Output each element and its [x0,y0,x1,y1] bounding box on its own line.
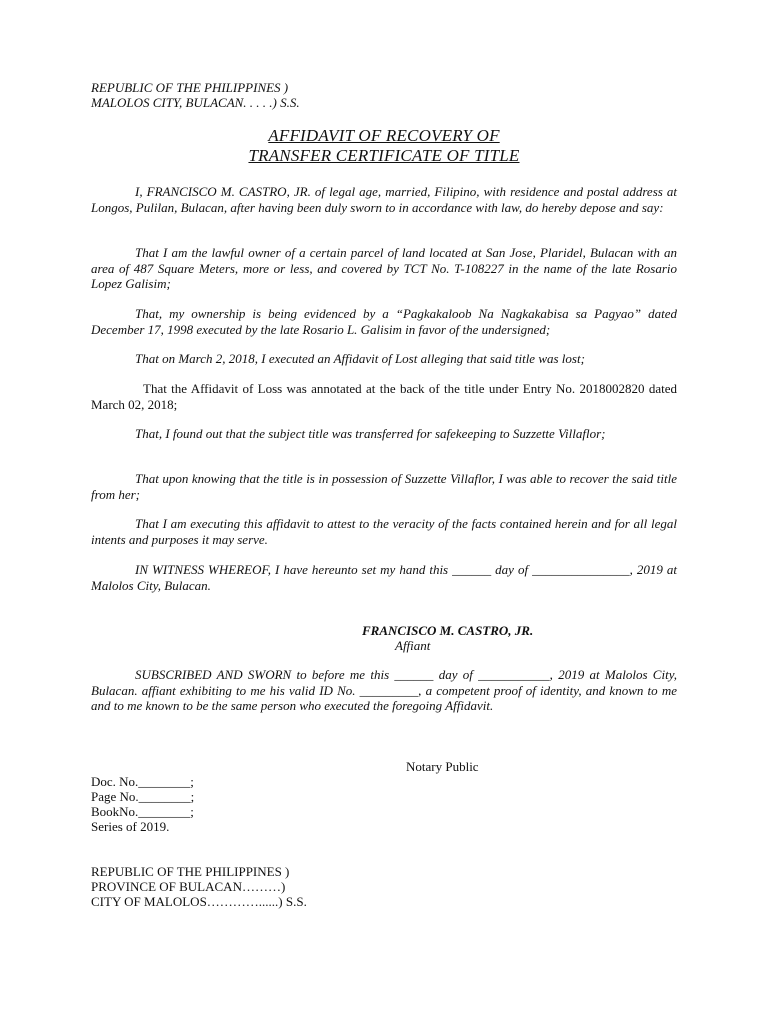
document-title-line1: AFFIDAVIT OF RECOVERY OF [268,126,500,145]
affiant-label: Affiant [395,638,431,653]
venue-line-republic: REPUBLIC OF THE PHILIPPINES ) [91,80,289,95]
paragraph-annotation: That the Affidavit of Loss was annotated at the back of the title under Entry No. 2018002820 dated March 02, 2018; [91,381,677,412]
doc-no-line: Doc. No.________; [91,774,194,789]
paragraph-affidavit-of-lost: That on March 2, 2018, I executed an Affidavit of Lost alleging that said title was lost; [135,351,585,366]
intro-paragraph: I, FRANCISCO M. CASTRO, JR. of legal age, married, Filipino, with residence and postal address at Longos, Pulilan, Bulacan, after having been duly sworn to in accordance with law, do hereby depose and say: [91,184,677,215]
book-no-line: BookNo.________; [91,804,194,819]
footer-venue-province: PROVINCE OF BULACAN………) [91,879,286,894]
footer-venue-republic: REPUBLIC OF THE PHILIPPINES ) [91,864,290,879]
paragraph-purpose: That I am executing this affidavit to attest to the veracity of the facts contained herein and for all legal intents and purposes it may serve. [91,516,677,547]
paragraph-witness: IN WITNESS WHEREOF, I have hereunto set my hand this ______ day of _______________, 2019 at Malolos City, Bulacan. [91,562,677,593]
paragraph-recovery: That upon knowing that the title is in possession of Suzzette Villaflor, I was able to recover the said title from her; [91,471,677,502]
page-no-line: Page No.________; [91,789,195,804]
venue-line-malolos: MALOLOS CITY, BULACAN. . . . .) S.S. [91,95,300,110]
series-line: Series of 2019. [91,819,170,834]
paragraph-evidence: That, my ownership is being evidenced by a “Pagkakaloob Na Nagkakabisa sa Pagyao” dated December 17, 1998 executed by the late Rosario L. Galisim in favor of the undersigned; [91,306,677,337]
paragraph-ownership: That I am the lawful owner of a certain parcel of land located at San Jose, Plaridel, Bulacan with an area of 487 Square Meters, more or less, and covered by TCT No. T-108227 in the name of the late Rosario Lopez Galisim; [91,245,677,291]
document-title-line2: TRANSFER CERTIFICATE OF TITLE [248,146,520,165]
jurat-paragraph: SUBSCRIBED AND SWORN to before me this ______ day of ___________, 2019 at Malolos City, Bulacan. affiant exhibiting to me his valid ID No. _________, a competent proof of identity, and known to me and to me known to be the same person who executed the foregoing Affidavit. [91,667,677,713]
affiant-name: FRANCISCO M. CASTRO, JR. [362,623,534,638]
paragraph-safekeeping: That, I found out that the subject title was transferred for safekeeping to Suzzette Villaflor; [135,426,606,441]
footer-venue-city: CITY OF MALOLOS…………......) S.S. [91,894,307,909]
notary-public-label: Notary Public [406,759,479,774]
